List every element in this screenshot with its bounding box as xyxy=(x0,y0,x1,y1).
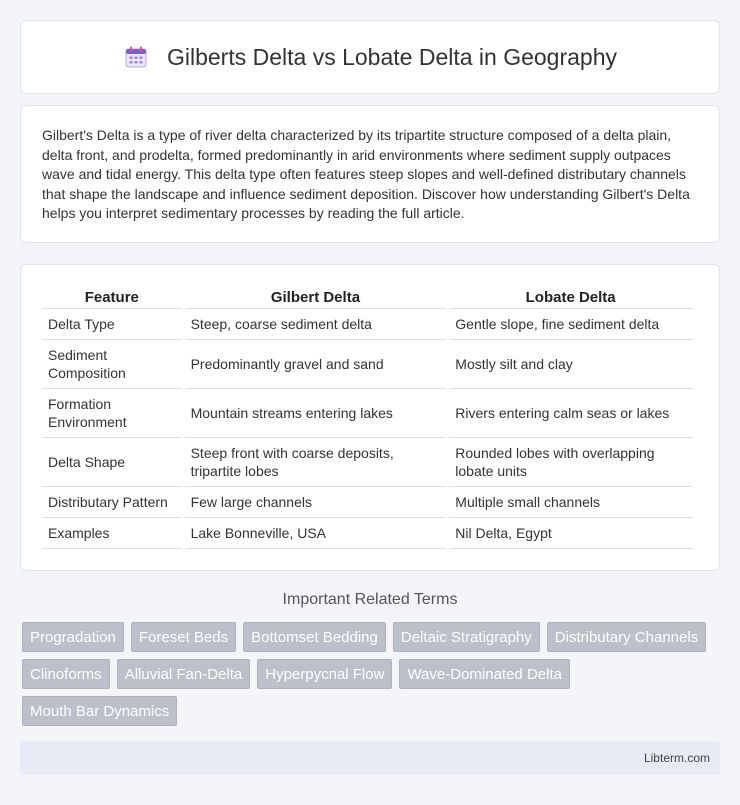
comparison-table xyxy=(39,285,695,549)
header-feature: Feature xyxy=(42,285,182,309)
title-card xyxy=(20,20,720,94)
page-title-text: Gilberts Delta vs Lobate Delta in Geography xyxy=(166,43,618,70)
table-cell: Gentle slope, fine sediment delta xyxy=(449,309,692,340)
header-lobate-delta: Lobate Delta xyxy=(449,285,692,309)
related-terms-title: Important Related Terms xyxy=(282,591,458,608)
tag-clinoforms[interactable]: Clinoforms xyxy=(22,659,110,689)
table-cell: Few large channels xyxy=(185,487,447,518)
table-row xyxy=(42,518,692,549)
table-cell: Lake Bonneville, USA xyxy=(185,518,447,549)
table-cell: Steep front with coarse deposits, tripartite lobes xyxy=(185,438,447,487)
table-cell: Multiple small channels xyxy=(449,487,692,518)
tag-bottomset-bedding[interactable]: Bottomset Bedding xyxy=(243,622,386,652)
intro-card xyxy=(20,105,720,243)
table-row xyxy=(42,340,692,389)
table-cell: Rivers entering calm seas or lakes xyxy=(449,389,692,438)
comparison-table-card xyxy=(20,264,720,571)
table-header-row xyxy=(42,285,692,309)
intro-paragraph: Gilbert's Delta is a type of river delta characterized by its tripartite structure composed of a delta plain, delta front, and prodelta, formed predominantly in arid environments where sediment supply outpaces wave and tidal energy. This delta type often features steep slopes and well-defined distributary channels that shape the landscape and influence sediment deposition. Discover how understanding Gilbert's Delta helps you interpret sedimentary processes by reading the full article. xyxy=(42,127,690,221)
page-title xyxy=(123,44,617,71)
table-cell: Mountain streams entering lakes xyxy=(185,389,447,438)
table-cell: Formation Environment xyxy=(42,389,182,438)
table-row xyxy=(42,309,692,340)
tag-deltaic-stratigraphy[interactable]: Deltaic Stratigraphy xyxy=(393,622,540,652)
tag-foreset-beds[interactable]: Foreset Beds xyxy=(131,622,236,652)
table-cell: Delta Shape xyxy=(42,438,182,487)
table-cell: Examples xyxy=(42,518,182,549)
footer xyxy=(20,741,720,775)
table-row xyxy=(42,438,692,487)
table-cell: Nil Delta, Egypt xyxy=(449,518,692,549)
table-cell: Rounded lobes with overlapping lobate units xyxy=(449,438,692,487)
header-gilbert-delta: Gilbert Delta xyxy=(185,285,447,309)
calendar-icon xyxy=(123,44,149,70)
table-cell: Delta Type xyxy=(42,309,182,340)
tag-hyperpycnal-flow[interactable]: Hyperpycnal Flow xyxy=(257,659,392,689)
tag-progradation[interactable]: Progradation xyxy=(22,622,124,652)
table-row xyxy=(42,389,692,438)
table-cell: Mostly silt and clay xyxy=(449,340,692,389)
tag-wave-dominated-delta[interactable]: Wave-Dominated Delta xyxy=(399,659,570,689)
table-cell: Predominantly gravel and sand xyxy=(185,340,447,389)
footer-site-link[interactable]: Libterm.com xyxy=(643,751,710,765)
table-cell: Steep, coarse sediment delta xyxy=(185,309,447,340)
tag-alluvial-fan-delta[interactable]: Alluvial Fan-Delta xyxy=(117,659,251,689)
tag-mouth-bar-dynamics[interactable]: Mouth Bar Dynamics xyxy=(22,696,177,726)
table-cell: Distributary Pattern xyxy=(42,487,182,518)
table-row xyxy=(42,487,692,518)
table-cell: Sediment Composition xyxy=(42,340,182,389)
tag-distributary-channels[interactable]: Distributary Channels xyxy=(547,622,706,652)
related-terms-list xyxy=(22,622,722,726)
